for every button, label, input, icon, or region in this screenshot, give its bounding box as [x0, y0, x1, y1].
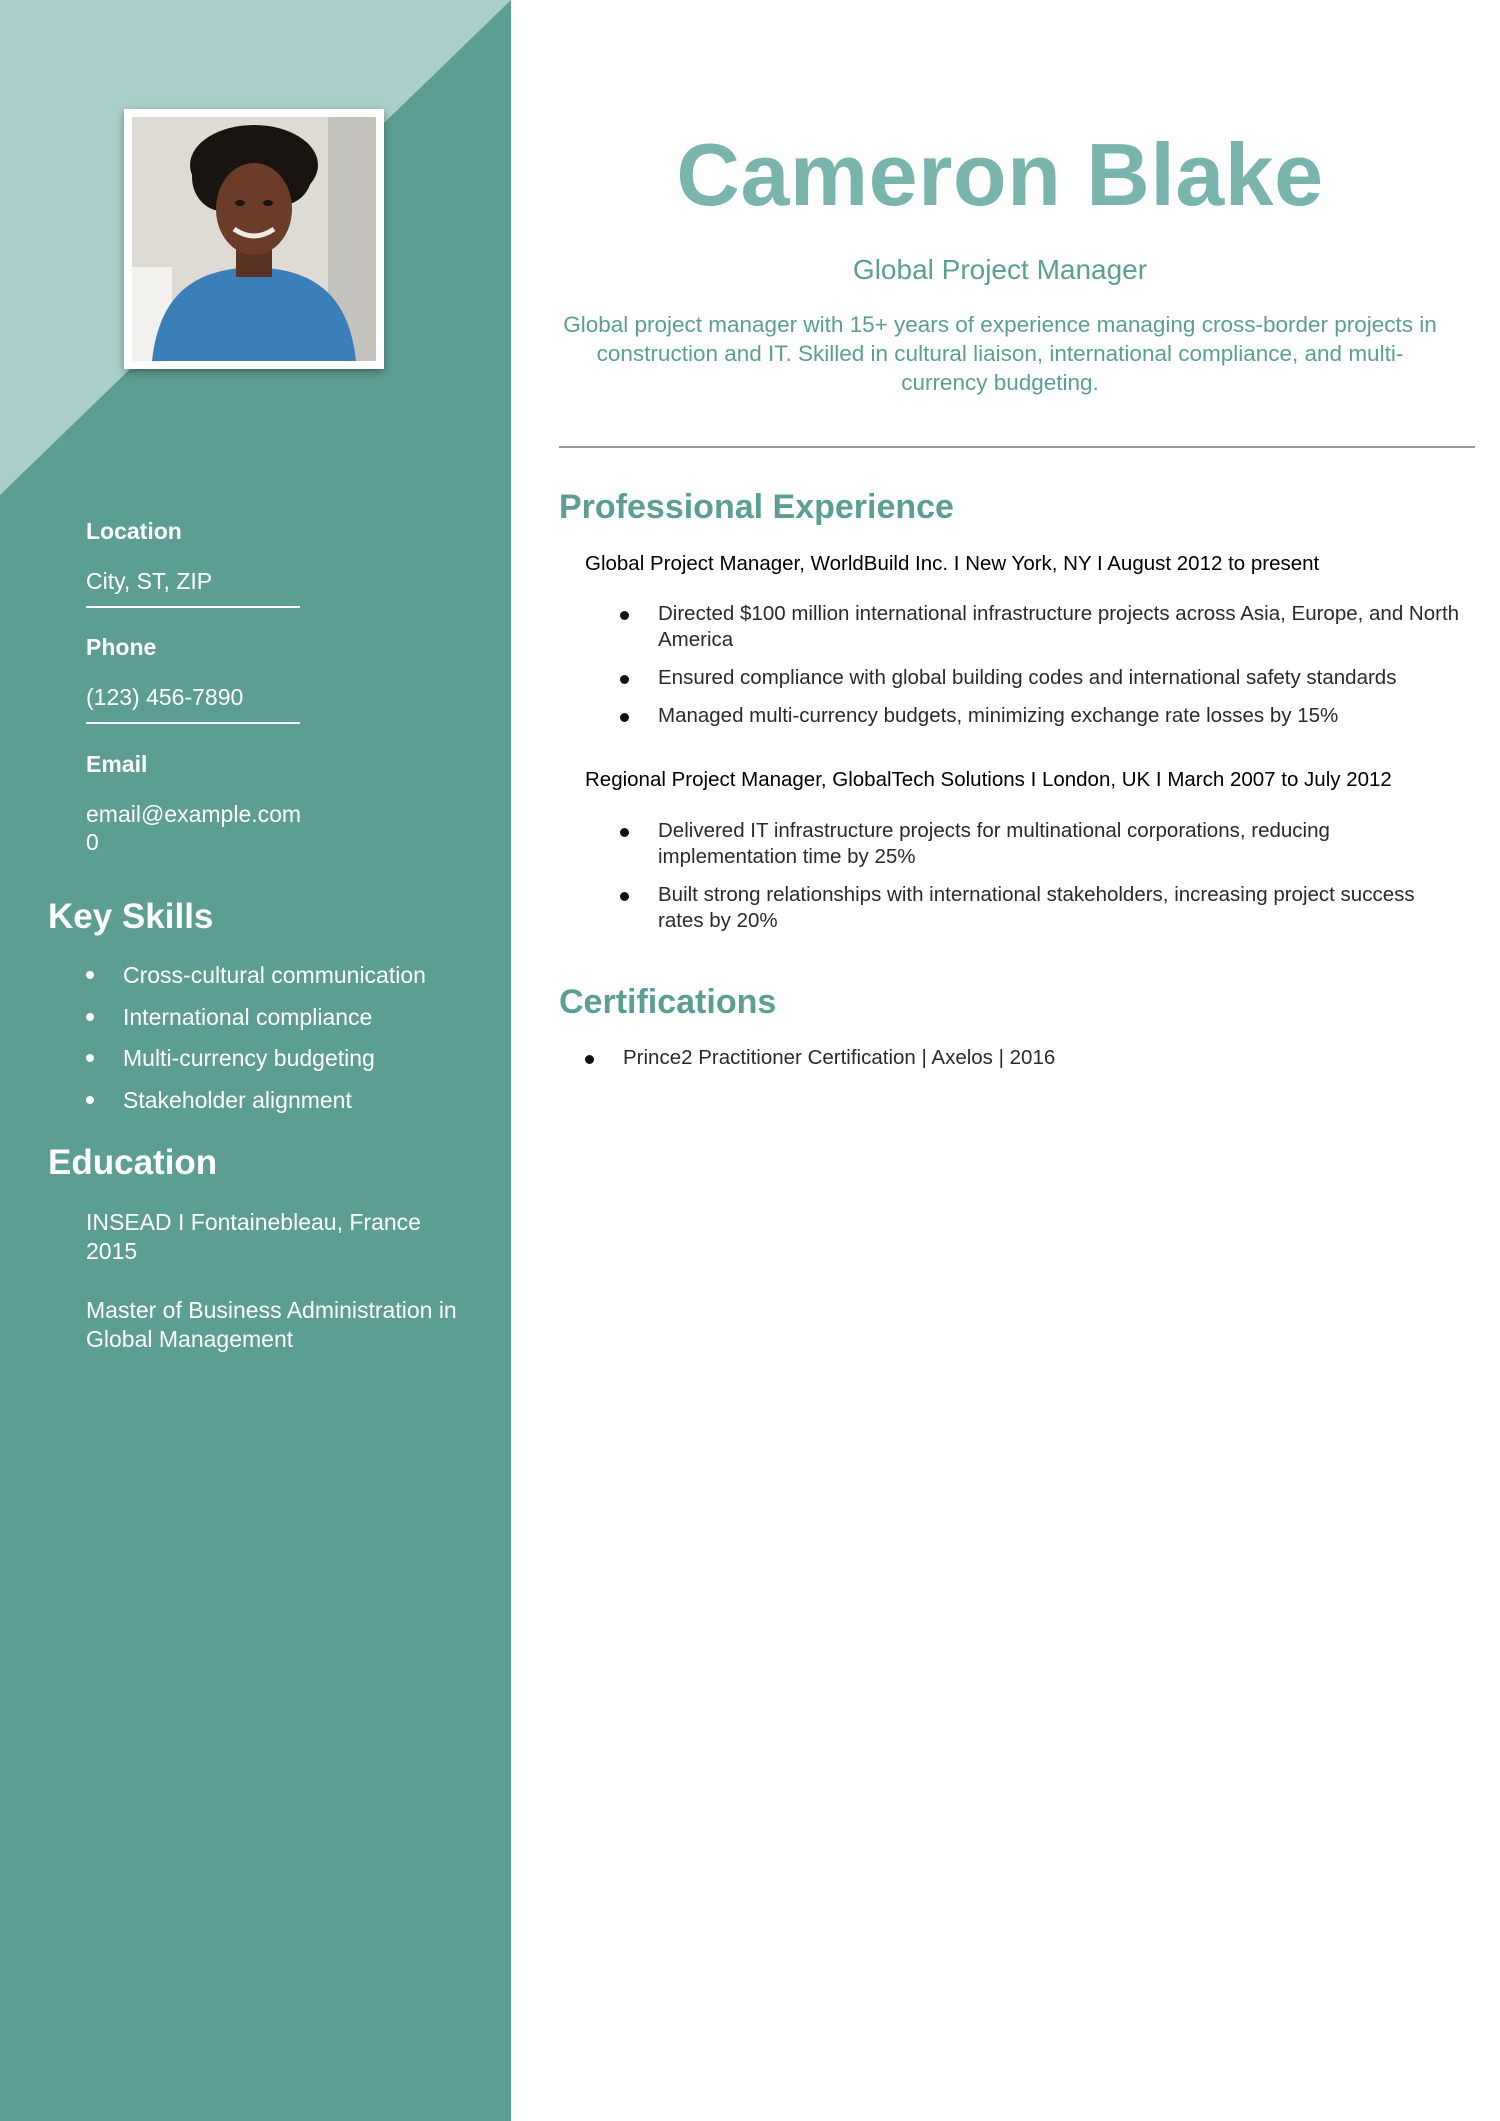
email-extra: 0	[86, 829, 99, 855]
summary: Global project manager with 15+ years of experience managing cross-border projects in construction and IT. Skilled in cultural liaison, international compliance, and multi-currency budgeting.	[563, 312, 1437, 395]
profile-photo-image	[132, 117, 376, 361]
job-bullets	[620, 818, 1460, 946]
list-item: Directed $100 million international infrastructure projects across Asia, Europe, and North America	[620, 601, 1460, 653]
job-title: Regional Project Manager, GlobalTech Solutions I London, UK I March 2007 to July 2012	[585, 768, 1392, 791]
list-item: Stakeholder alignment	[86, 1083, 426, 1125]
sidebar	[0, 0, 511, 2121]
contact-divider	[86, 722, 300, 724]
contact-location	[86, 518, 386, 595]
location-label: Location	[86, 518, 182, 544]
list-item: Prince2 Practitioner Certification | Axelos | 2016	[585, 1045, 1425, 1071]
job-title: Global Project Manager, WorldBuild Inc. I New York, NY I August 2012 to present	[585, 552, 1320, 575]
portrait-illustration	[132, 117, 376, 361]
list-item: Managed multi-currency budgets, minimizing exchange rate losses by 15%	[620, 703, 1460, 729]
education-school: INSEAD I Fontainebleau, France	[86, 1209, 421, 1235]
list-item: Ensured compliance with global building codes and international safety standards	[620, 665, 1460, 691]
list-item: International compliance	[86, 1000, 426, 1042]
skills-heading: Key Skills	[48, 897, 214, 936]
location-value: City, ST, ZIP	[86, 568, 213, 594]
certifications-heading: Certifications	[559, 983, 777, 1021]
contact-phone	[86, 634, 386, 711]
contact-divider	[86, 606, 300, 608]
email-value: email@example.com	[86, 801, 302, 827]
list-item: Multi-currency budgeting	[86, 1041, 426, 1083]
education-year: 2015	[86, 1238, 138, 1264]
phone-label: Phone	[86, 634, 157, 660]
education-heading: Education	[48, 1143, 218, 1182]
profile-photo	[124, 109, 384, 369]
phone-value: (123) 456-7890	[86, 684, 244, 710]
candidate-title: Global Project Manager	[852, 254, 1148, 285]
header-divider	[559, 446, 1475, 448]
list-item: Cross-cultural communication	[86, 958, 426, 1000]
skills-list	[86, 958, 426, 1124]
list-item: Built strong relationships with international stakeholders, increasing project success rates by 20%	[620, 882, 1460, 934]
experience-heading: Professional Experience	[559, 488, 954, 526]
list-item: Delivered IT infrastructure projects for multinational corporations, reducing implementation time by 25%	[620, 818, 1460, 870]
job-bullets	[620, 601, 1460, 741]
email-label: Email	[86, 751, 148, 777]
candidate-name: Cameron Blake	[676, 125, 1324, 224]
certifications-list	[585, 1045, 1425, 1083]
contact-email	[86, 751, 386, 856]
education-degree: Master of Business Administration in Global Management	[86, 1297, 457, 1352]
